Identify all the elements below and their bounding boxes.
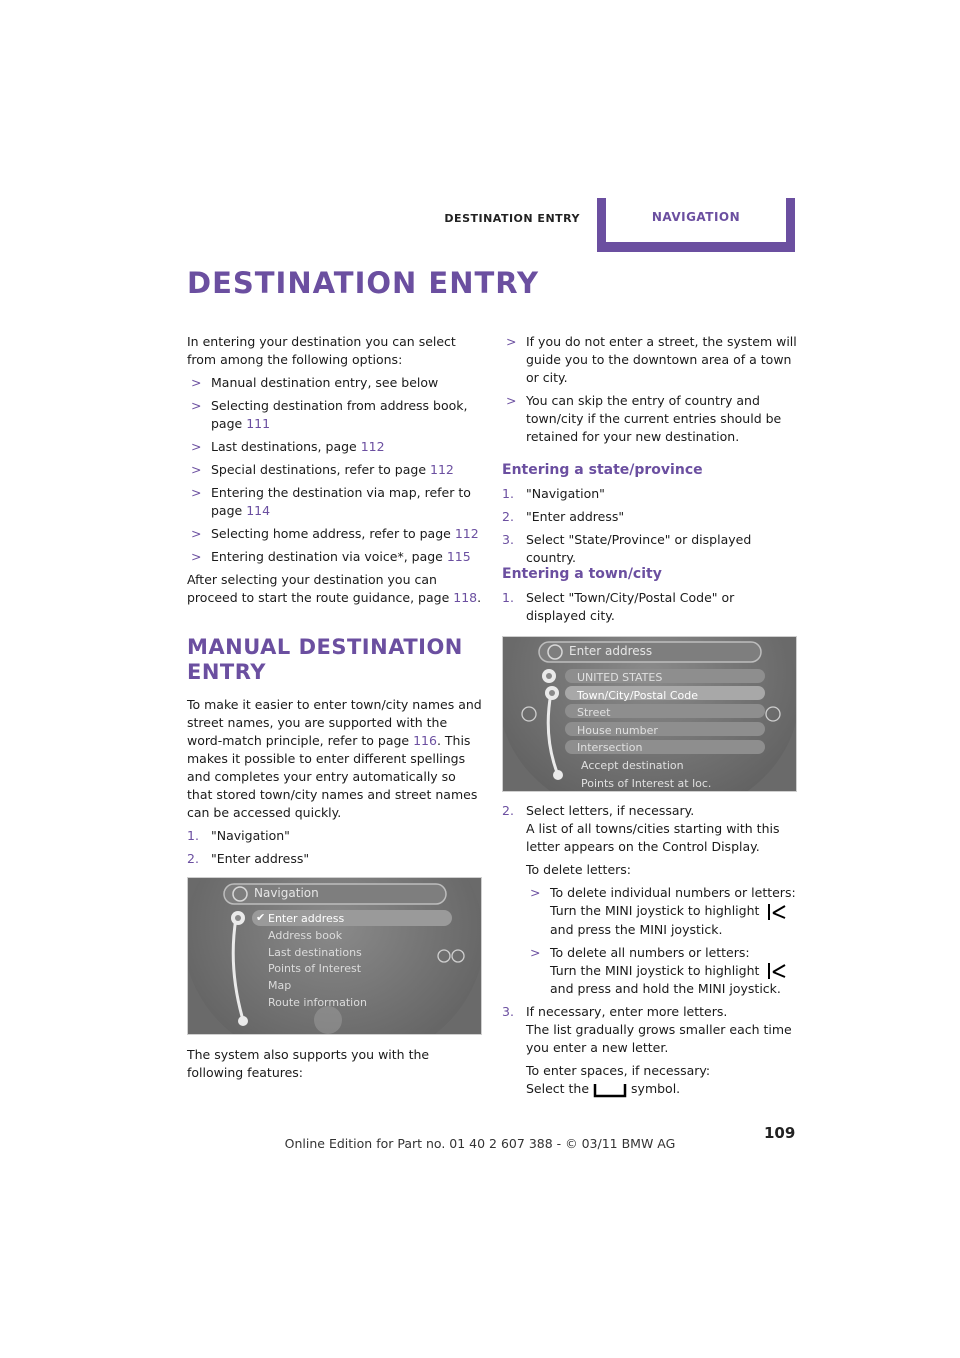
space-icon [593,1082,627,1098]
page-link[interactable]: 115 [446,549,471,564]
after-text: After selecting your destination you can proceed to start the route guidance, page 118. [187,572,482,605]
right-column [502,333,798,451]
page-link[interactable]: 112 [430,462,454,477]
screen-title: Navigation [254,886,319,900]
footer: Online Edition for Part no. 01 40 2 607 388 - © 03/11 BMW AG [284,1136,676,1151]
screen-menu-item: Route information [268,995,367,1009]
step-item: 3. Select "State/Province" or displayed country. [502,532,752,565]
screen-menu-item: Map [268,979,292,993]
page-link[interactable]: 114 [246,503,271,518]
bullet-item: > To delete all numbers or letters: Turn the MINI joystick to highlight and press and hold the MINI joystick. [526,944,798,999]
screen-menu-item: Town/City/Postal Code [577,688,698,702]
bullet-item: > To delete individual numbers or letters: Turn the MINI joystick to highlight and press the MINI joystick. [530,885,796,937]
town-heading: Entering a town/city [502,566,662,582]
page-link[interactable]: 112 [360,439,385,454]
screen-menu-item: Enter address [268,912,345,925]
town-step1: 1. Select "Town/City/Postal Code" or displayed city. [502,590,735,623]
screen-menu-item: Points of Interest at loc. [581,776,712,790]
step-item: 1. "Navigation" [187,828,290,843]
section-tab-label: NAVIGATION [651,210,741,224]
bullet-item: > You can skip the entry of country and town/city if the current entries should be retained for your new destination. [506,393,782,444]
step-item: 2. "Enter address" [187,851,310,866]
page-link[interactable]: 118 [453,590,478,605]
option-item: > Selecting home address, refer to page 112 [191,526,479,541]
option-item: > Entering the destination via map, refer to page 114 [191,485,471,518]
town-steps [502,802,798,1098]
option-item: > Manual destination entry, see below [191,375,439,390]
screen-menu-item: House number [577,723,658,737]
option-item: > Entering destination via voice*, page 115 [191,549,471,564]
left-column [187,333,483,612]
page-link[interactable]: 116 [413,733,437,748]
step-item: 3. If necessary, enter more letters. The list gradually grows smaller each time you enter a new letter. [502,1004,792,1055]
delete-icon [763,903,787,921]
manual-paragraph: To make it easier to enter town/city names and street names, you are supported with the word-match principle, refer to page 116. This makes it possible to enter different spellings and completes your entry automatically so that stored town/city names and street names can be accessed quickly. [187,697,482,820]
option-item: > Last destinations, page 112 [191,439,385,454]
enter-address-screenshot [502,636,797,792]
manual-body [187,696,483,873]
section-tab [597,198,795,252]
manual-heading: MANUAL DESTINATION ENTRY [187,635,463,684]
options-list [187,374,483,566]
delete-icon [763,962,787,980]
screen-title: Enter address [569,644,653,658]
step-item: 2. "Enter address" [502,509,625,524]
step-item: 2. Select letters, if necessary. A list of all towns/cities starting with this letter appears on the Control Display. [502,803,780,854]
step-item: 1. "Navigation" [502,486,605,501]
check-icon: ✔ [256,911,266,924]
screen-menu-item: Street [577,706,611,720]
running-header: DESTINATION ENTRY [444,212,580,225]
option-item: > Special destinations, refer to page 112 [191,462,454,477]
state-steps [502,485,798,572]
screen-menu-item: Last destinations [268,945,362,959]
navigation-menu-screenshot [187,877,482,1035]
intro-text: In entering your destination you can select from among the following options: [187,334,456,367]
state-heading: Entering a state/province [502,462,703,478]
screen-menu [577,669,711,792]
page-number: 109 [764,1124,796,1142]
delete-label: To delete letters: [526,862,632,877]
features-text: The system also supports you with the following features: [187,1047,430,1080]
option-item: > Selecting destination from address book, page 111 [191,398,468,431]
screen-menu-item: UNITED STATES [577,671,663,684]
bullet-item: > If you do not enter a street, the system will guide you to the downtown area of a town or city. [506,334,797,385]
page-link[interactable]: 112 [454,526,479,541]
page-title: DESTINATION ENTRY [187,266,540,300]
screen-menu-item: Accept destination [581,758,684,772]
spaces-instruction: To enter spaces, if necessary: Select the symbol. [526,1063,711,1096]
screen-menu [268,911,367,1012]
screen-menu-item: Points of Interest [268,962,362,976]
page-link[interactable]: 111 [246,416,271,431]
screen-menu-item: Intersection [577,741,643,755]
screen-menu-item: Address book [268,928,343,942]
